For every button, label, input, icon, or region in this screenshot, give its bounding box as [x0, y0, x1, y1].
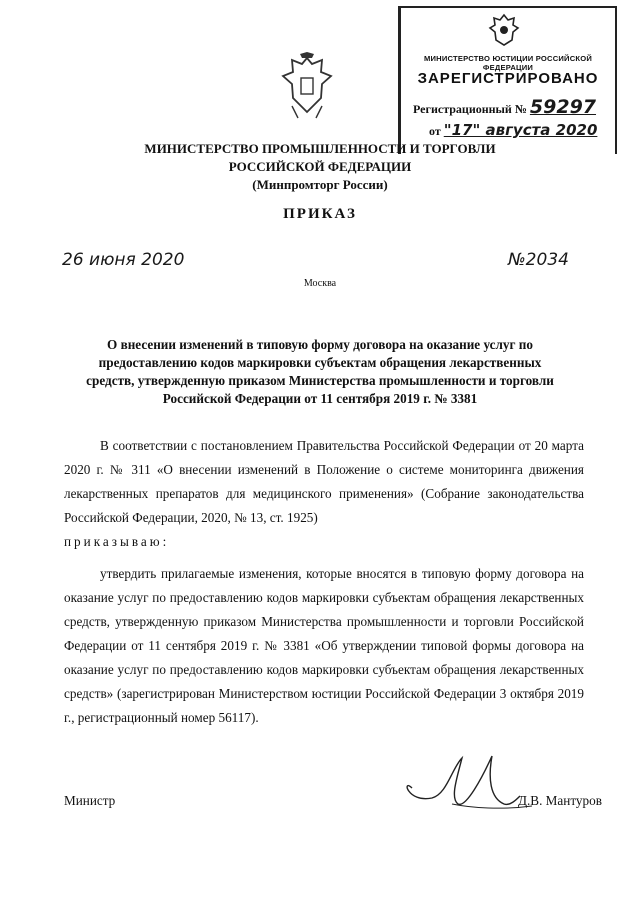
registration-stamp [398, 6, 617, 154]
document-type: ПРИКАЗ [283, 206, 357, 222]
city: Москва [303, 278, 337, 289]
ministry-name-line2: РОССИЙСКОЙ ФЕДЕРАЦИИ [228, 159, 412, 174]
body-paragraph-1 [64, 434, 584, 554]
stamp-date-value: "17" августа 2020 [443, 121, 598, 139]
order-word: приказываю: [64, 534, 170, 549]
stamp-date-label: от [429, 124, 441, 138]
stamp-reg-number: 59297 [529, 96, 597, 118]
stamp-organization: МИНИСТЕРСТВО ЮСТИЦИИ РОССИЙСКОЙ ФЕДЕРАЦИИ [424, 54, 592, 72]
signatory-name: Д.В. Мантуров [518, 793, 602, 808]
order-number: №2034 [508, 250, 569, 270]
stamp-registration-number [413, 96, 596, 118]
stamp-date [429, 121, 597, 139]
order-date: 26 июня 2020 [62, 250, 185, 270]
body-paragraph-2: утвердить прилагаемые изменения, которые вносятся в типовую форму договора на оказание услуг по предоставлению кодов маркировки субъектам обращения лекарственных средств, утвержденную приказом Министерства промышленности и торговли Российской Федерации от 11 сентября 2019 г. № 3381 «Об утверждении типовой формы договора на оказание услуг по предоставлению кодов маркировки субъектам обращения лекарственных средств» (зарегистрирован Министерством юстиции Российской Федерации 3 октября 2019 г., регистрационный номер 56117). [64, 566, 584, 725]
state-emblem-icon [278, 52, 336, 122]
order-title: О внесении изменений в типовую форму договора на оказание услуг по предоставлению кодов маркировки субъектам обращения лекарственных средств, утвержденную приказом Министерства промышленности и торговли Российской Федерации от 11 сентября 2019 г. № 3381 [86, 337, 554, 406]
ministry-short-name: (Минпромторг России) [252, 177, 388, 192]
stamp-reg-label: Регистрационный № [413, 102, 527, 116]
signatory-position: Министр [64, 793, 116, 808]
ministry-header [80, 140, 560, 194]
ministry-name-line1: МИНИСТЕРСТВО ПРОМЫШЛЕННОСТИ И ТОРГОВЛИ [144, 141, 496, 156]
stamp-emblem-icon [487, 12, 521, 48]
preamble-text: В соответствии с постановлением Правительства Российской Федерации от 20 марта 2020 г. № 311 «О внесении изменений в Положение о системе мониторинга движения лекарственных препаратов для медицинского применения» (Собрание законодательства Российской Федерации, 2020, № 13, ст. 1925) [64, 438, 584, 525]
stamp-registered: ЗАРЕГИСТРИРОВАНО [417, 70, 599, 87]
